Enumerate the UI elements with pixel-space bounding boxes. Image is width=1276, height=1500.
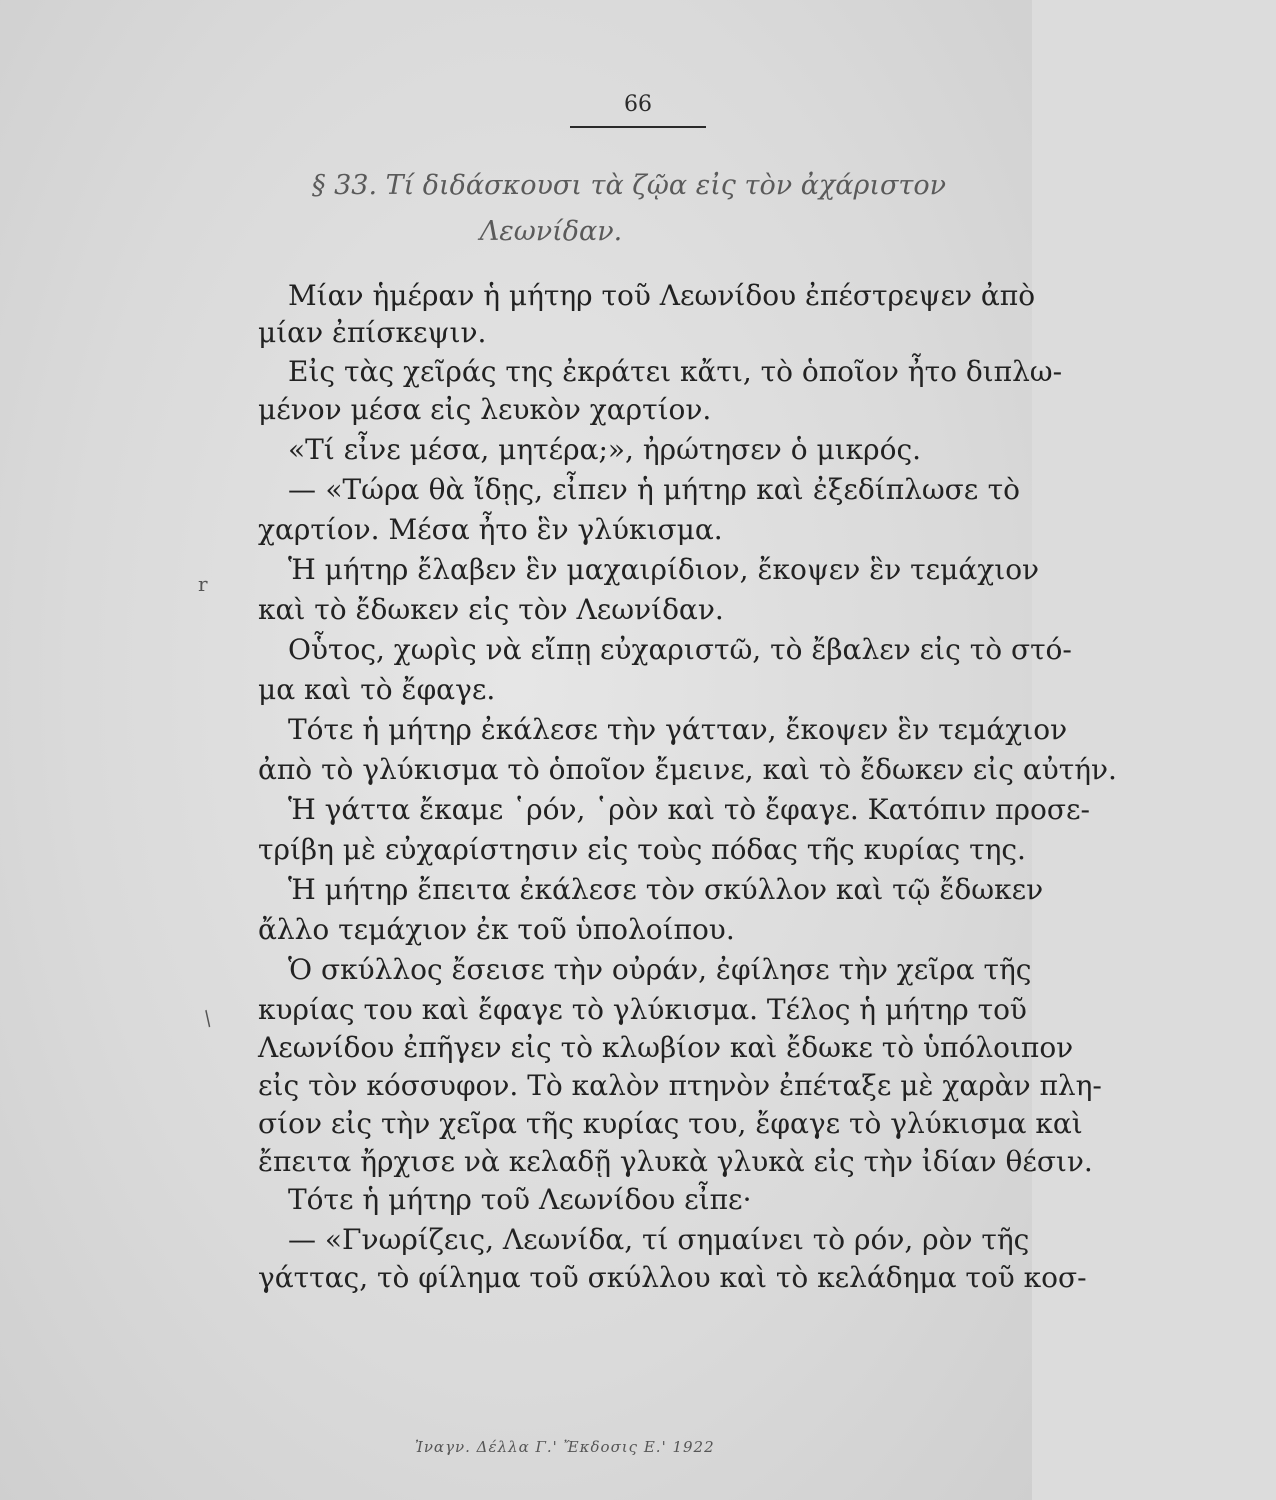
text-line-10: Οὗτος, χωρὶς νὰ εἴπῃ εὐχαριστῶ, τὸ ἔβαλεν εἰς τὸ στό- (288, 633, 1072, 666)
text-line-2: μίαν ἐπίσκεψιν. (258, 316, 487, 349)
text-line-24: Τότε ἡ μήτηρ τοῦ Λεωνίδου εἶπε· (288, 1183, 752, 1216)
section-heading-line-2: Λεωνίδαν. (479, 216, 623, 247)
text-line-20: Λεωνίδου ἐπῆγεν εἰς τὸ κλωβίον καὶ ἔδωκε τὸ ὑπόλοιπον (258, 1031, 1074, 1064)
text-line-25: — «Γνωρίζεις, Λεωνίδα, τί σημαίνει τὸ ρόν, ρὸν τῆς (288, 1223, 1030, 1256)
margin-mark-top: r (198, 572, 208, 596)
text-line-18: Ὁ σκύλλος ἔσεισε τὴν οὐράν, ἐφίλησε τὴν χεῖρα τῆς (288, 953, 1032, 986)
text-line-1: Μίαν ἡμέραν ἡ μήτηρ τοῦ Λεωνίδου ἐπέστρεψεν ἀπὸ (288, 279, 1036, 312)
text-line-26: γάττας, τὸ φίλημα τοῦ σκύλλου καὶ τὸ κελάδημα τοῦ κοσ- (258, 1261, 1087, 1294)
text-line-23: ἔπειτα ἤρχισε νὰ κελαδῇ γλυκὰ γλυκὰ εἰς τὴν ἰδίαν θέσιν. (258, 1145, 1093, 1178)
margin-mark-bottom: / (198, 1005, 217, 1031)
text-line-22: σίον εἰς τὴν χεῖρα τῆς κυρίας του, ἔφαγε τὸ γλύκισμα καὶ (258, 1107, 1083, 1140)
text-line-8: Ἡ μήτηρ ἔλαβεν ἓν μαχαιρίδιον, ἔκοψεν ἓν τεμάχιον (288, 553, 1040, 586)
text-line-17: ἄλλο τεμάχιον ἐκ τοῦ ὑπολοίπου. (258, 913, 735, 946)
text-line-3: Εἰς τὰς χεῖράς της ἐκράτει κἄτι, τὸ ὁποῖον ἦτο διπλω- (288, 355, 1063, 388)
text-line-21: εἰς τὸν κόσσυφον. Τὸ καλὸν πτηνὸν ἐπέταξε μὲ χαρὰν πλη- (258, 1069, 1102, 1102)
text-line-19: κυρίας του καὶ ἔφαγε τὸ γλύκισμα. Τέλος ἡ μήτηρ τοῦ (258, 993, 1027, 1026)
page-number-rule (570, 126, 706, 128)
text-line-6: — «Τώρα θὰ ἴδῃς, εἶπεν ἡ μήτηρ καὶ ἐξεδίπλωσε τὸ (288, 473, 1020, 506)
text-line-9: καὶ τὸ ἔδωκεν εἰς τὸν Λεωνίδαν. (258, 593, 724, 626)
text-line-12: Τότε ἡ μήτηρ ἐκάλεσε τὴν γάτταν, ἔκοψεν ἓν τεμάχιον (288, 713, 1068, 746)
text-line-15: τρίβη μὲ εὐχαρίστησιν εἰς τοὺς πόδας τῆς κυρίας της. (258, 833, 1026, 866)
printer-footer: Ἰναγν. Δέλλα Γ.' Ἔκδοσις Ε.' 1922 (415, 1438, 715, 1456)
text-line-7: χαρτίον. Μέσα ἦτο ἓν γλύκισμα. (258, 513, 723, 546)
text-line-13: ἀπὸ τὸ γλύκισμα τὸ ὁποῖον ἔμεινε, καὶ τὸ ἔδωκεν εἰς αὐτήν. (258, 753, 1117, 786)
page-number: 66 (624, 92, 652, 117)
text-line-11: μα καὶ τὸ ἔφαγε. (258, 673, 496, 706)
text-line-5: «Τί εἶνε μέσα, μητέρα;», ἠρώτησεν ὁ μικρός. (288, 433, 922, 466)
section-heading-line-1: § 33. Τί διδάσκουσι τὰ ζῷα εἰς τὸν ἀχάριστον (312, 170, 947, 201)
text-line-14: Ἡ γάττα ἔκαμε ῾ρόν, ῾ρὸν καὶ τὸ ἔφαγε. Κατόπιν προσε- (288, 793, 1090, 826)
text-line-4: μένον μέσα εἰς λευκὸν χαρτίον. (258, 393, 712, 426)
text-line-16: Ἡ μήτηρ ἔπειτα ἐκάλεσε τὸν σκύλλον καὶ τῷ ἔδωκεν (288, 873, 1044, 906)
